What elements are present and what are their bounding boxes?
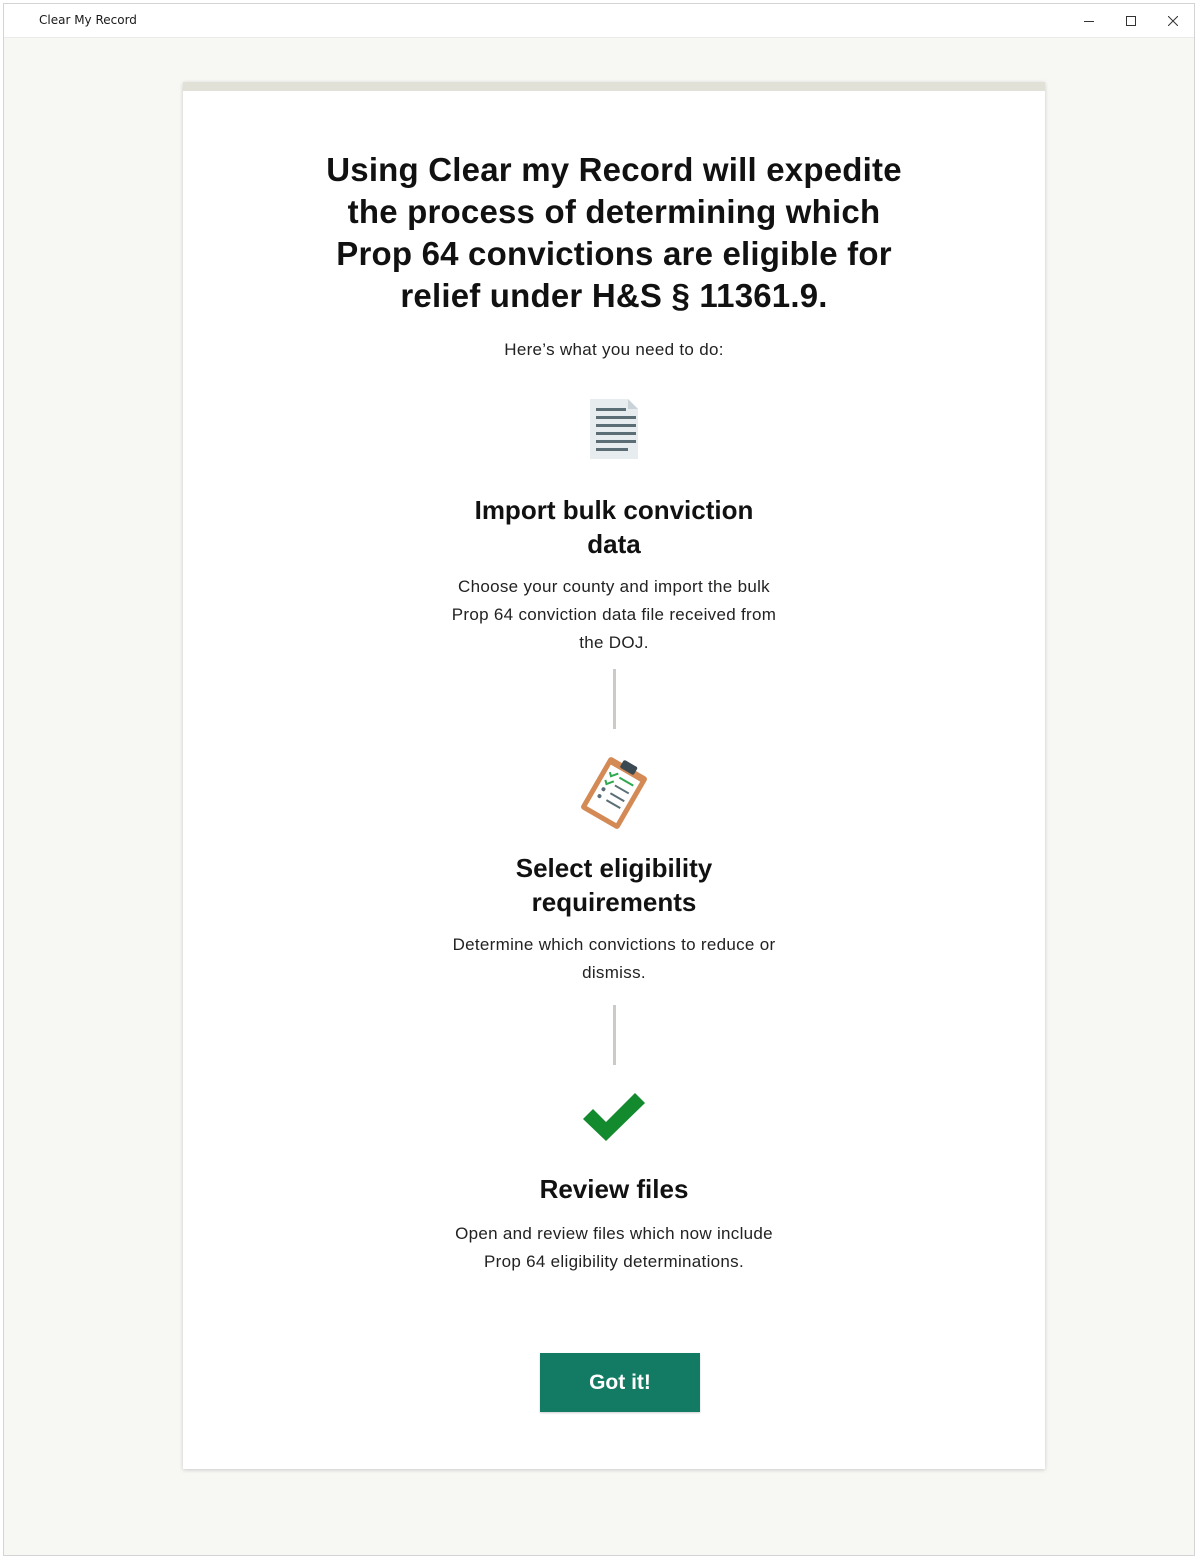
minimize-icon [1084,16,1094,26]
window-controls [1068,4,1194,37]
clipboard-checklist-icon [576,755,652,831]
close-icon [1168,16,1178,26]
page-title: Using Clear my Record will expedite the process of determining which Prop 64 convictions are eligible for relief under H&S § 11361.9. [326,151,902,314]
title-bar[interactable] [4,4,1194,38]
app-window [3,3,1195,1556]
step-select-description: Determine which convictions to reduce or dismiss. [452,935,776,982]
step-import-title: Import bulk conviction data [474,495,754,559]
got-it-button[interactable]: Got it! [540,1353,700,1412]
window-title: Clear My Record [39,13,137,27]
step-import-description: Choose your county and import the bulk Prop 64 conviction data file received from the DOJ. [451,577,777,652]
document-icon [588,397,640,461]
maximize-icon [1126,16,1136,26]
onboarding-card [183,82,1045,1469]
minimize-button[interactable] [1068,4,1110,37]
step-select-title: Select eligibility requirements [515,853,713,917]
checkmark-icon [580,1089,648,1145]
close-button[interactable] [1152,4,1194,37]
step-connector [613,1005,616,1065]
step-review-title: Review files [539,1174,689,1204]
step-review-description: Open and review files which now include Prop 64 eligibility determinations. [455,1224,773,1271]
intro-text: Here’s what you need to do: [504,340,724,359]
maximize-button[interactable] [1110,4,1152,37]
step-connector [613,669,616,729]
